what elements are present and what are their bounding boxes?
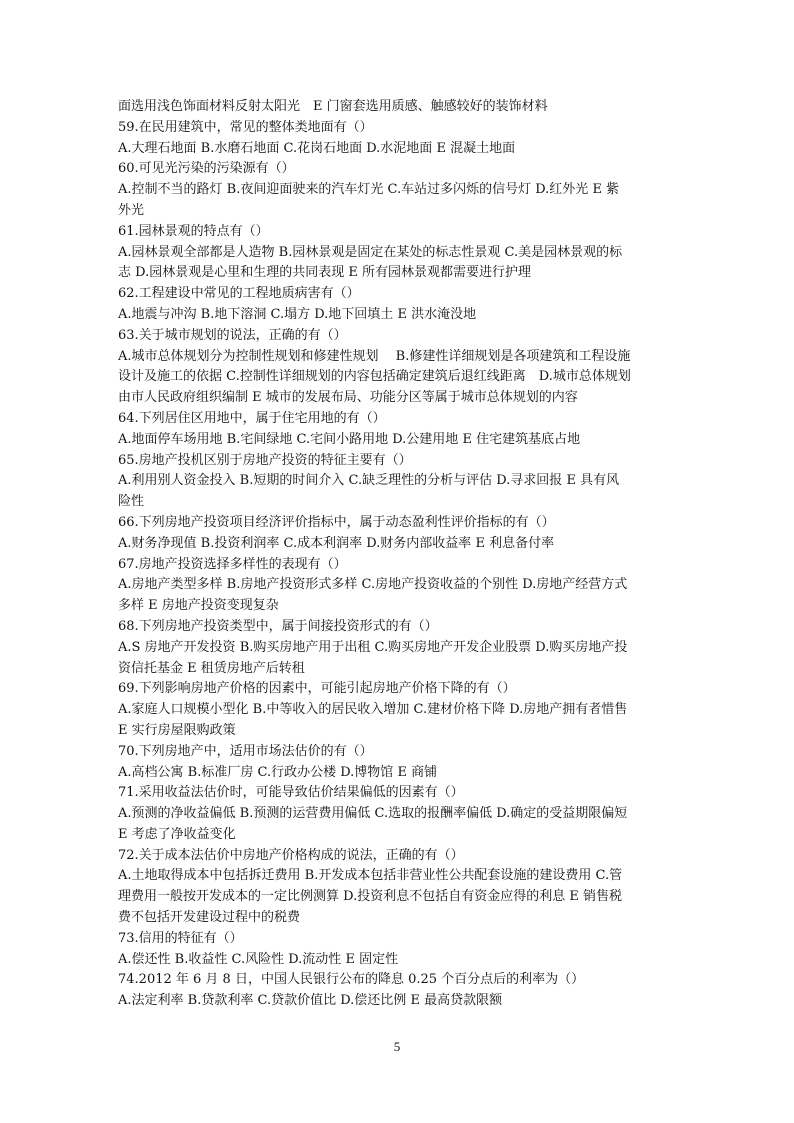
page-number: 5 bbox=[393, 1039, 401, 1054]
text-line: A.地震与冲沟 B.地下溶洞 C.塌方 D.地下回填土 E 洪水淹没地 bbox=[118, 306, 477, 322]
text-line: 理费用一般按开发成本的一定比例测算 D.投资利息不包括自有资金应得的利息 E 销售税 bbox=[118, 889, 622, 905]
text-line: 59.在民用建筑中，常见的整体类地面有（） bbox=[118, 119, 373, 135]
text-line: A.控制不当的路灯 B.夜间迎面驶来的汽车灯光 C.车站过多闪烁的信号灯 D.红外光 E 紫 bbox=[118, 182, 620, 198]
text-line: 74.2012 年 6 月 8 日，中国人民银行公布的降息 0.25 个百分点后的利率为（） bbox=[118, 972, 585, 988]
text-line: 险性 bbox=[118, 494, 145, 510]
text-line: 费不包括开发建设过程中的税费 bbox=[118, 910, 301, 926]
text-line: A.地面停车场用地 B.宅间绿地 C.宅间小路用地 D.公建用地 E 住宅建筑基底占地 bbox=[118, 431, 581, 447]
text-line: A.房地产类型多样 B.房地产投资形式多样 C.房地产投资收益的个别性 D.房地产经营方式 bbox=[118, 577, 628, 593]
text-line: 63.关于城市规划的说法，正确的有（） bbox=[118, 327, 347, 343]
text-line: 68.下列房地产投资类型中，属于间接投资形式的有（） bbox=[118, 618, 438, 634]
text-line: 外光 bbox=[118, 202, 145, 218]
text-line: A.家庭人口规模小型化 B.中等收入的居民收入增加 C.建材价格下降 D.房地产拥有者惜售 bbox=[118, 702, 628, 718]
text-line: A.偿还性 B.收益性 C.风险性 D.流动性 E 固定性 bbox=[118, 951, 399, 967]
text-line: A.S 房地产开发投资 B.购买房地产用于出租 C.购买房地产开发企业股票 D.购买房地产投 bbox=[118, 639, 628, 655]
text-line: 多样 E 房地产投资变现复杂 bbox=[118, 598, 279, 614]
text-line: 60.可见光污染的污染源有（） bbox=[118, 161, 295, 177]
text-line: 面选用浅色饰面材料反射太阳光 E 门窗套选用质感、触感较好的装饰材料 bbox=[118, 99, 548, 114]
text-line: A.土地取得成本中包括拆迁费用 B.开发成本包括非营业性公共配套设施的建设费用 C.管 bbox=[118, 868, 623, 884]
text-line: 66.下列房地产投资项目经济评价指标中，属于动态盈利性评价指标的有（） bbox=[118, 514, 555, 530]
text-line: E 考虑了净收益变化 bbox=[118, 826, 236, 842]
text-line: A.法定利率 B.贷款利率 C.贷款价值比 D.偿还比例 E 最高贷款限额 bbox=[118, 993, 503, 1009]
text-line: 69.下列影响房地产价格的因素中，可能引起房地产价格下降的有（） bbox=[118, 681, 516, 697]
text-line: 73.信用的特征有（） bbox=[118, 930, 243, 946]
text-line: 64.下列居住区用地中，属于住宅用地的有（） bbox=[118, 410, 386, 426]
text-line: A.财务净现值 B.投资利润率 C.成本利润率 D.财务内部收益率 E 利息备付率 bbox=[118, 535, 555, 551]
text-line: A.大理石地面 B.水磨石地面 C.花岗石地面 D.水泥地面 E 混凝土地面 bbox=[118, 140, 516, 156]
text-line: 61.园林景观的特点有（） bbox=[118, 223, 269, 239]
text-line: 由市人民政府组织编制 E 城市的发展布局、功能分区等属于城市总体规划的内容 bbox=[118, 390, 578, 406]
text-line: 67.房地产投资选择多样性的表现有（） bbox=[118, 556, 347, 572]
text-line: 70.下列房地产中，适用市场法估价的有（） bbox=[118, 743, 373, 759]
document-body bbox=[118, 97, 678, 1012]
text-line: A.园林景观全部都是人造物 B.园林景观是固定在某处的标志性景观 C.美是园林景观的标 bbox=[118, 244, 623, 260]
text-line: A.利用别人资金投入 B.短期的时间介入 C.缺乏理性的分析与评估 D.寻求回报 E 具有风 bbox=[118, 473, 620, 489]
text-line: 62.工程建设中常见的工程地质病害有（） bbox=[118, 286, 360, 302]
text-line: 72.关于成本法估价中房地产价格构成的说法，正确的有（） bbox=[118, 847, 464, 863]
text-line: A.预测的净收益偏低 B.预测的运营费用偏低 C.选取的报酬率偏低 D.确定的受益期限偏短 bbox=[118, 806, 628, 822]
text-line: A.城市总体规划分为控制性规划和修建性规划 B.修建性详细规划是各项建筑和工程设施 bbox=[118, 348, 631, 364]
text-line: E 实行房屋限购政策 bbox=[118, 722, 236, 738]
text-line: A.高档公寓 B.标准厂房 C.行政办公楼 D.博物馆 E 商铺 bbox=[118, 764, 438, 780]
text-line: 71.采用收益法估价时，可能导致估价结果偏低的因素有（） bbox=[118, 785, 464, 801]
text-line: 设计及施工的依据 C.控制性详细规划的内容包括确定建筑后退红线距离 D.城市总体规划 bbox=[118, 369, 631, 385]
text-line: 志 D.园林景观是心里和生理的共同表现 E 所有园林景观都需要进行护理 bbox=[118, 265, 531, 281]
text-line: 65.房地产投机区别于房地产投资的特征主要有（） bbox=[118, 452, 412, 468]
text-line: 资信托基金 E 租赁房地产后转租 bbox=[118, 660, 305, 676]
